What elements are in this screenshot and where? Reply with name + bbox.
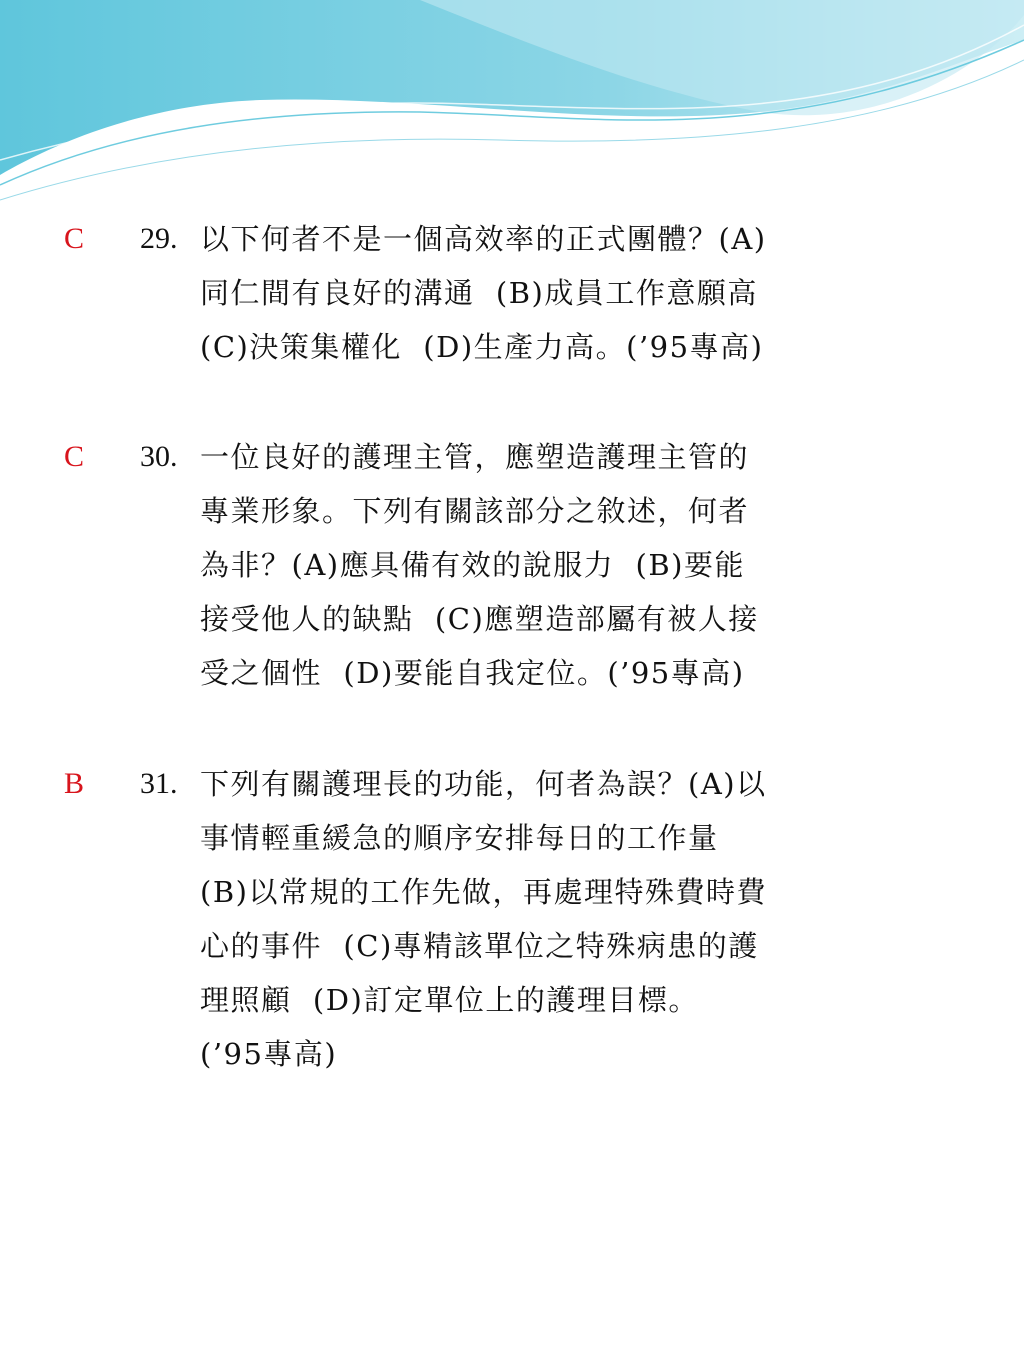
question-line: 事情輕重緩急的順序安排每日的工作量	[200, 821, 719, 855]
question-line: 理照顧 (D)訂定單位上的護理目標。	[200, 983, 699, 1017]
question-line: 受之個性 (D)要能自我定位。(’95專高)	[200, 656, 745, 690]
question-number: 29.	[140, 222, 178, 255]
header-wave-decoration	[0, 0, 1024, 240]
question-line: 專業形象。下列有關該部分之敘述，何者	[200, 494, 750, 528]
question-line: (C)決策集權化 (D)生產力高。(’95專高)	[200, 330, 764, 364]
question-line: 為非？(A)應具備有效的說服力 (B)要能	[200, 548, 745, 582]
question-number: 30.	[140, 440, 178, 473]
answer-key: B	[64, 767, 85, 800]
question-line: 下列有關護理長的功能，何者為誤？(A)以	[200, 767, 767, 801]
question-text	[200, 430, 920, 700]
answer-key: C	[64, 440, 85, 473]
question-number: 31.	[140, 767, 178, 800]
question-line: 心的事件 (C)專精該單位之特殊病患的護	[200, 929, 759, 963]
answer-key: C	[64, 222, 85, 255]
question-text	[200, 212, 920, 374]
question-line: 同仁間有良好的溝通 (B)成員工作意願高	[200, 276, 758, 310]
question-line: 以下何者不是一個高效率的正式團體？(A)	[200, 222, 767, 256]
question-text	[200, 757, 920, 1081]
question-line: 一位良好的護理主管，應塑造護理主管的	[200, 440, 750, 474]
question-line: (B)以常規的工作先做，再處理特殊費時費	[200, 875, 767, 909]
question-line: (’95專高)	[200, 1037, 338, 1071]
question-line: 接受他人的缺點 (C)應塑造部屬有被人接	[200, 602, 759, 636]
